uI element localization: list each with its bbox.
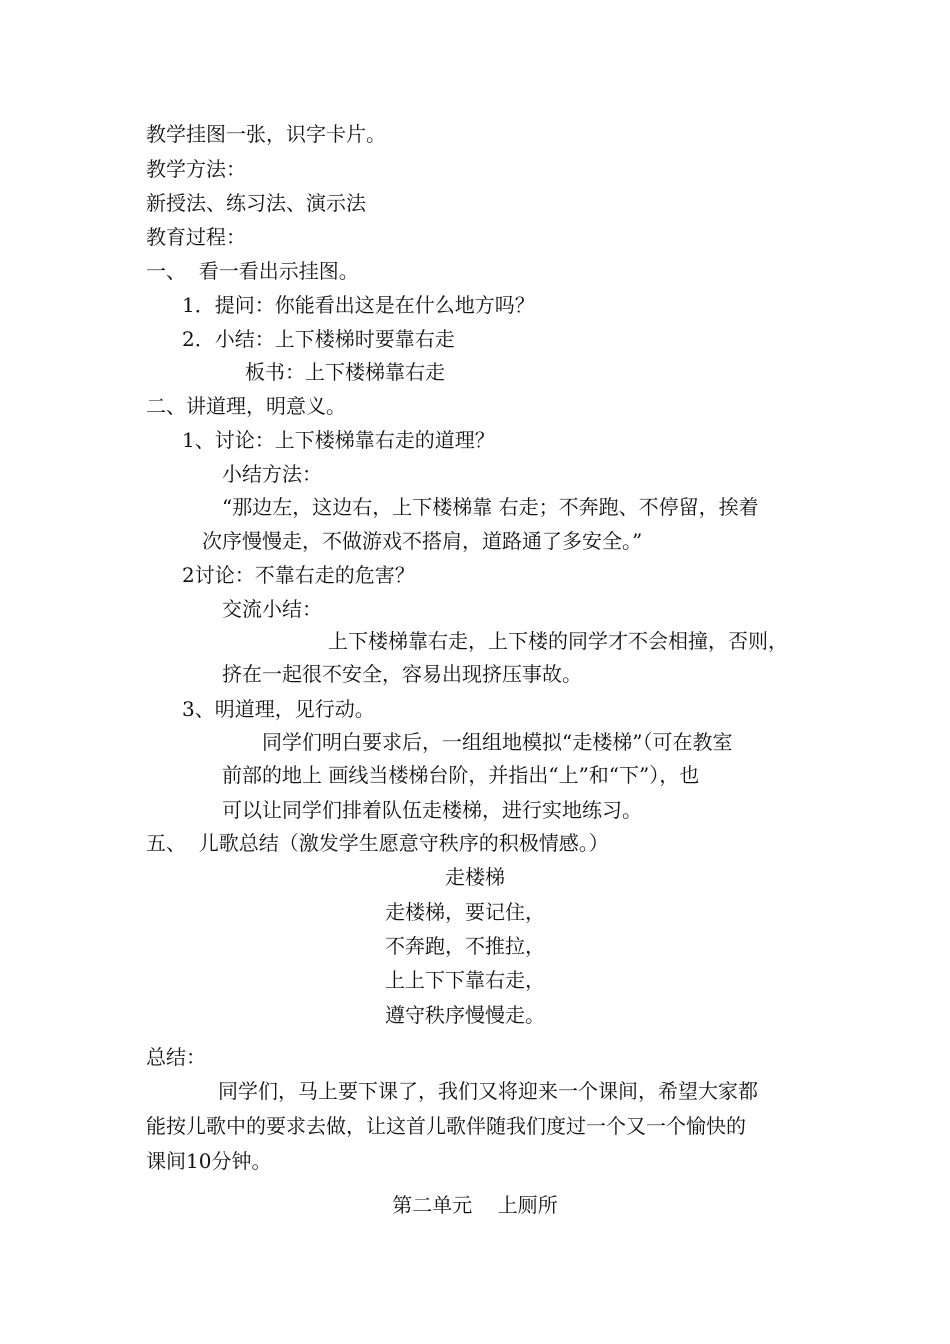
poem-line: 上上下下靠右走， <box>385 968 545 992</box>
text-line: 新授法、练习法、演示法 <box>146 191 366 215</box>
text-line: 1、讨论：上下楼梯靠右走的道理？ <box>182 428 495 452</box>
text-line: 同学们明白要求后，一组组地模拟“走楼梯”（可在教室 <box>262 730 733 754</box>
poem-title: 走楼梯 <box>445 865 505 889</box>
text-line: 挤在一起很不安全，容易出现挤压事故。 <box>222 662 582 686</box>
text-line: 2．小结：上下楼梯时要靠右走 <box>182 327 455 351</box>
text-line: 1．提问：你能看出这是在什么地方吗？ <box>182 293 535 317</box>
unit-title: 第二单元 上厕所 <box>392 1193 558 1217</box>
text-line: 次序慢慢走，不做游戏不搭肩，道路通了多安全。” <box>202 529 643 553</box>
poem-line: 不奔跑，不推拉， <box>385 934 545 958</box>
poem-line: 走楼梯，要记住， <box>385 900 545 924</box>
text-line: 上下楼梯靠右走，上下楼的同学才不会相撞，否则， <box>328 629 788 653</box>
text-line: 板书：上下楼梯靠右走 <box>245 360 445 384</box>
text-line: 课间10分钟。 <box>146 1149 272 1173</box>
text-line: 前部的地上 画线当楼梯台阶，并指出“上”和“下”），也 <box>222 763 700 787</box>
text-line: 能按儿歌中的要求去做，让这首儿歌伴随我们度过一个又一个愉快的 <box>146 1114 746 1138</box>
poem-line: 遵守秩序慢慢走。 <box>385 1003 545 1027</box>
text-line: “那边左，这边右，上下楼梯靠 右走；不奔跑、不停留，挨着 <box>222 495 759 519</box>
text-line: 教育过程： <box>146 225 246 249</box>
section-heading: 一、 看一看出示挂图。 <box>146 259 359 283</box>
text-line: 2讨论：不靠右走的危害？ <box>182 563 415 587</box>
text-line: 教学挂图一张，识字卡片。 <box>146 122 386 146</box>
text-line: 同学们，马上要下课了，我们又将迎来一个课间，希望大家都 <box>218 1079 758 1103</box>
section-heading: 总结： <box>146 1045 206 1069</box>
section-heading: 二、讲道理，明意义。 <box>146 394 346 418</box>
text-line: 3、明道理，见行动。 <box>182 697 375 721</box>
text-line: 教学方法： <box>146 157 246 181</box>
section-heading: 五、 儿歌总结（激发学生愿意守秩序的积极情感。） <box>146 831 609 855</box>
text-line: 可以让同学们排着队伍走楼梯，进行实地练习。 <box>222 798 642 822</box>
text-line: 交流小结： <box>222 597 322 621</box>
text-line: 小结方法： <box>222 462 322 486</box>
